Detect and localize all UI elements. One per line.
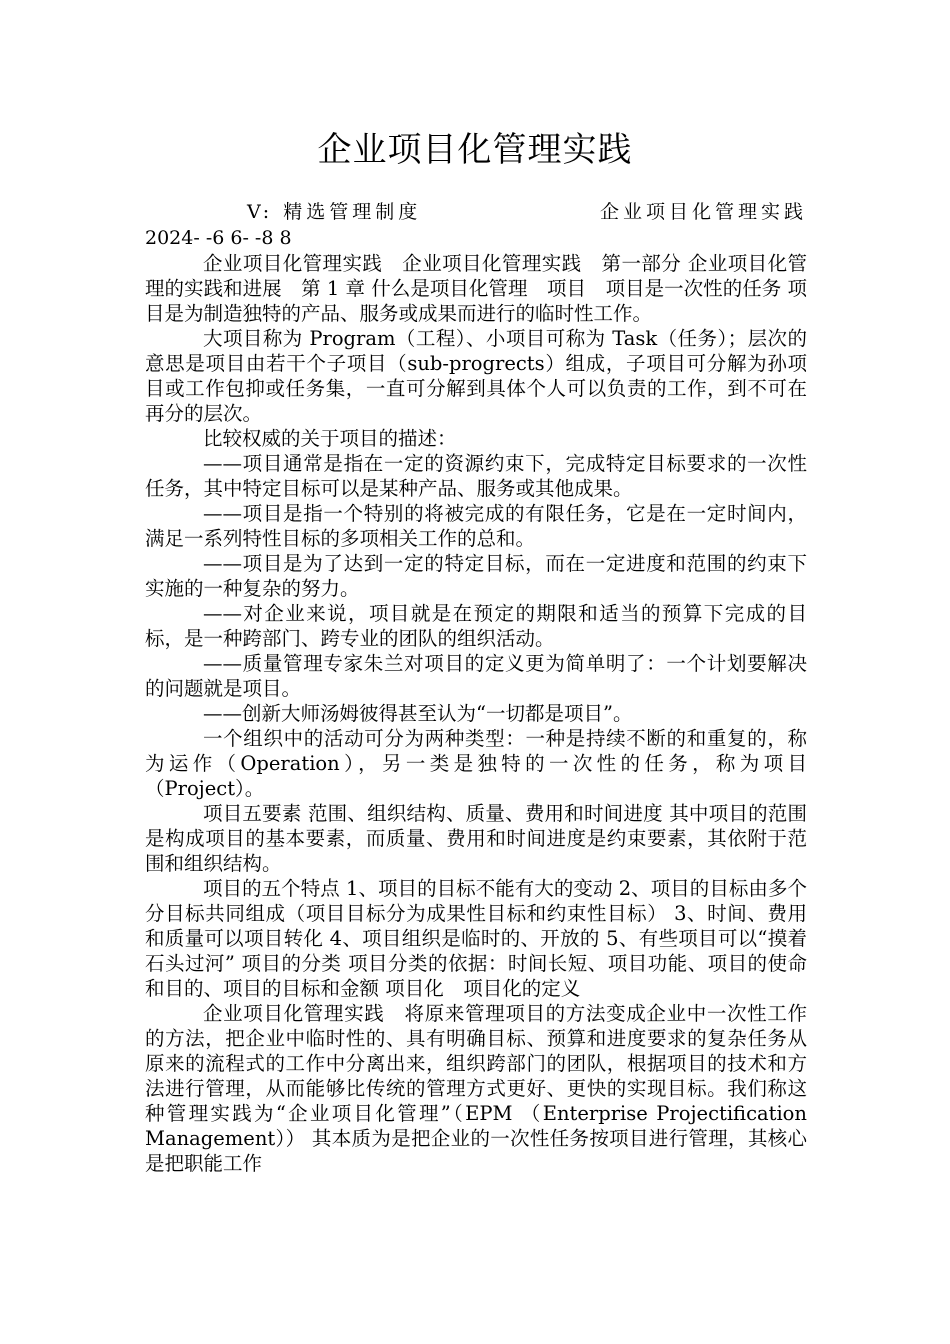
paragraph-hierarchy: 大项目称为 Program（工程）、小项目可称为 Task（任务）；层次的意思是项目由若干个子项目（sub-progrects）组成，子项目可分解为孙项目或工作包抑或任务集，一直可分解到具体个人可以负责的工作，到不可在再分的层次。 <box>145 327 807 425</box>
document-title: 企业项目化管理实践 <box>317 130 633 170</box>
paragraph-definition-3: ——项目是为了达到一定的特定目标，而在一定进度和范围的约束下实施的一种复杂的努力。 <box>145 552 807 600</box>
meta-subject: 企业项目化管理实践 <box>599 201 807 223</box>
meta-date: 2024- -6 6- -8 8 <box>145 227 292 249</box>
paragraph-intro: 企业项目化管理实践 企业项目化管理实践 第一部分 企业项目化管理的实践和进展 第 1 章 什么是项目化管理 项目 项目是一次性的任务 项目是为制造独特的产品、服务或成果而进行的临时性工作。 <box>145 252 807 325</box>
paragraph-five-features: 项目的五个特点 1、项目的目标不能有大的变动 2、项目的目标由多个分目标共同组成（项目目标分为成果性目标和约束性目标） 3、时间、费用和质量可以项目转化 4、项目组织是临时的、开放的 5、有些项目可以“摸着石头过河” 项目的分类 项目分类的依据：时间长短、项目功能、项目的使命和目的、项目的目标和金额 项目化 项目化的定义 <box>145 877 807 1000</box>
paragraph-definition-6: ——创新大师汤姆彼得甚至认为“一切都是项目”。 <box>203 702 633 725</box>
paragraph-activity-types: 一个组织中的活动可分为两种类型：一种是持续不断的和重复的，称为运作（Operation），另一类是独特的一次性的任务，称为项目（Project）。 <box>145 727 807 800</box>
meta-line <box>145 199 807 225</box>
paragraph-epm: 企业项目化管理实践 将原来管理项目的方法变成企业中一次性工作的方法，把企业中临时性的、具有明确目标、预算和进度要求的复杂任务从原来的流程式的工作中分离出来，组织跨部门的团队，根据项目的技术和方法进行管理，从而能够比传统的管理方式更好、更快的实现目标。我们称这种管理实践为“企业项目化管理”（EPM （Enterprise Projectification Management）） 其本质为是把企业的一次性任务按项目进行管理，其核心是把职能工作 <box>145 1002 807 1175</box>
meta-category: V: 精选管理制度 <box>247 201 422 223</box>
paragraph-five-elements: 项目五要素 范围、组织结构、质量、费用和时间进度 其中项目的范围是构成项目的基本要素，而质量、费用和时间进度是约束要素，其依附于范围和组织结构。 <box>145 802 807 875</box>
document-body <box>145 251 807 1176</box>
paragraph-definition-1: ——项目通常是指在一定的资源约束下，完成特定目标要求的一次性任务，其中特定目标可以是某种产品、服务或其他成果。 <box>145 452 807 500</box>
document-meta <box>145 199 807 251</box>
paragraph-definition-4: ——对企业来说，项目就是在预定的期限和适当的预算下完成的目标，是一种跨部门、跨专业的团队的组织活动。 <box>145 602 807 650</box>
paragraph-descriptions-heading: 比较权威的关于项目的描述： <box>203 427 457 450</box>
paragraph-definition-5: ——质量管理专家朱兰对项目的定义更为简单明了：一个计划要解决的问题就是项目。 <box>145 652 807 700</box>
paragraph-definition-2: ——项目是指一个特别的将被完成的有限任务，它是在一定时间内，满足一系列特性目标的多项相关工作的总和。 <box>145 502 807 550</box>
